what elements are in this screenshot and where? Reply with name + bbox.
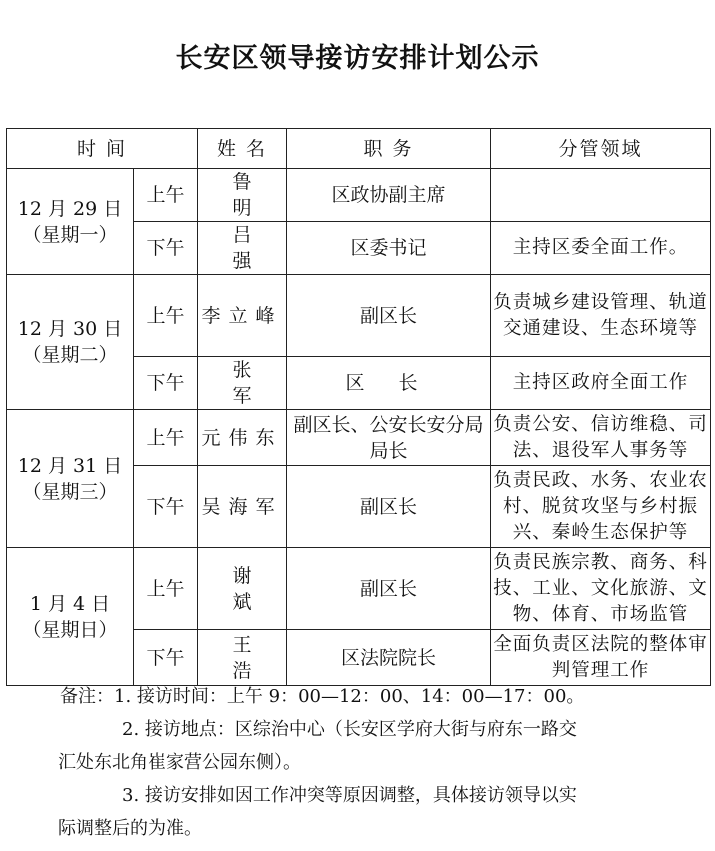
leader-area: 全面负责区法院的整体审判管理工作 xyxy=(491,630,711,686)
note-2-cont: 汇处东北角崔家营公园东侧）。 xyxy=(58,752,301,773)
leader-position: 副区长、公安长安分局局长 xyxy=(287,410,491,466)
header-row xyxy=(7,129,711,169)
weekday-text: （星期二） xyxy=(22,344,118,366)
leader-area: 负责民政、水务、农业农村、脱贫攻坚与乡村振兴、秦岭生态保护等 xyxy=(491,466,711,548)
date-cell xyxy=(7,169,134,275)
note-2: 2. 接访地点：区综治中心（长安区学府大街与府东一路交 xyxy=(122,719,577,740)
header-area: 分管领域 xyxy=(491,129,711,169)
table-row xyxy=(7,548,711,630)
note-3-cont: 际调整后的为准。 xyxy=(58,818,202,839)
date-cell xyxy=(7,410,134,548)
period-cell: 上午 xyxy=(134,410,198,466)
schedule-table xyxy=(6,128,711,686)
date-text: 12 月 29 日 xyxy=(17,197,123,220)
leader-name: 元伟东 xyxy=(198,410,287,466)
note-1: 备注：1. 接访时间：上午 9：00—12：00、14：00—17：00。 xyxy=(60,686,585,707)
leader-position: 区委书记 xyxy=(287,222,491,275)
period-cell: 上午 xyxy=(134,275,198,357)
leader-name: 张 军 xyxy=(198,357,287,410)
leader-area: 负责城乡建设管理、轨道交通建设、生态环境等 xyxy=(491,275,711,357)
period-cell: 下午 xyxy=(134,222,198,275)
table-row xyxy=(7,169,711,222)
period-cell: 下午 xyxy=(134,630,198,686)
leader-position: 区 长 xyxy=(287,357,491,410)
weekday-text: （星期一） xyxy=(22,223,118,246)
date-text: 1 月 4 日 xyxy=(29,592,111,615)
table-row xyxy=(7,410,711,466)
page-title: 长安区领导接访安排计划公示 xyxy=(175,43,540,74)
note-3: 3. 接访安排如因工作冲突等原因调整，具体接访领导以实 xyxy=(122,785,577,806)
leader-name: 鲁 明 xyxy=(198,169,287,222)
leader-name: 吕 强 xyxy=(198,222,287,275)
date-cell xyxy=(7,275,134,410)
leader-area: 主持区政府全面工作 xyxy=(491,357,711,410)
leader-area xyxy=(491,169,711,222)
period-cell: 下午 xyxy=(134,357,198,410)
leader-position: 副区长 xyxy=(287,466,491,548)
notes-section xyxy=(60,680,680,845)
header-time: 时 间 xyxy=(7,129,198,169)
date-text: 12 月 31 日 xyxy=(17,454,123,477)
leader-area: 主持区委全面工作。 xyxy=(491,222,711,275)
table-row xyxy=(7,275,711,357)
period-cell: 上午 xyxy=(134,548,198,630)
leader-position: 区政协副主席 xyxy=(287,169,491,222)
date-text: 12 月 30 日 xyxy=(17,318,123,340)
leader-name: 吴海军 xyxy=(198,466,287,548)
leader-area: 负责民族宗教、商务、科技、工业、文化旅游、文物、体育、市场监管 xyxy=(491,548,711,630)
weekday-text: （星期三） xyxy=(22,480,118,503)
leader-area: 负责公安、信访维稳、司法、退役军人事务等 xyxy=(491,410,711,466)
header-position: 职 务 xyxy=(287,129,491,169)
leader-position: 区法院院长 xyxy=(287,630,491,686)
date-cell xyxy=(7,548,134,686)
header-name: 姓 名 xyxy=(198,129,287,169)
leader-name: 李立峰 xyxy=(198,275,287,357)
leader-position: 副区长 xyxy=(287,275,491,357)
weekday-text: （星期日） xyxy=(22,618,118,641)
period-cell: 下午 xyxy=(134,466,198,548)
leader-name: 谢 斌 xyxy=(198,548,287,630)
leader-name: 王 浩 xyxy=(198,630,287,686)
period-cell: 上午 xyxy=(134,169,198,222)
leader-position: 副区长 xyxy=(287,548,491,630)
